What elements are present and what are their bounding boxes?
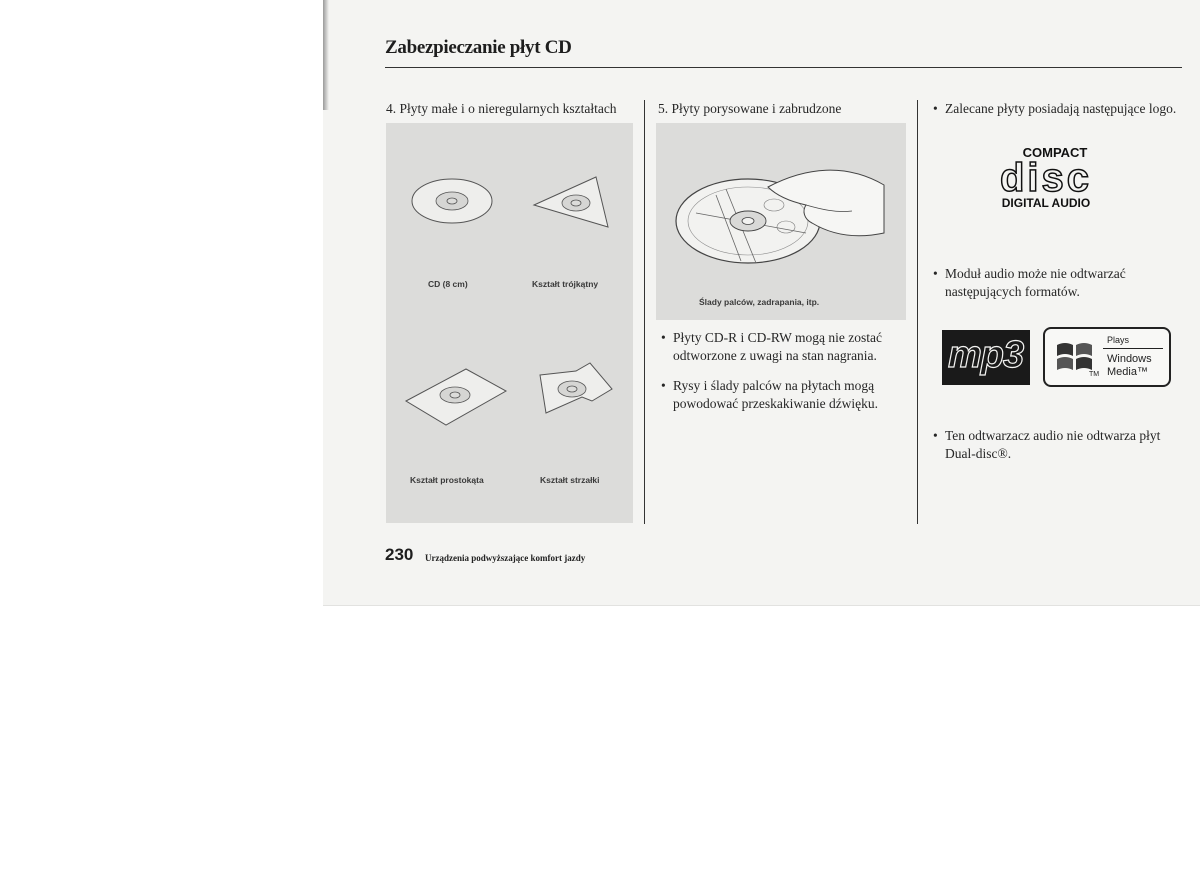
col2-bullet-2: • Rysy i ślady palców na płytach mogą powodować przeskakiwanie dźwięku. [661,378,879,411]
title-rule [385,67,1182,68]
caption-triangle: Kształt trójkątny [532,279,599,289]
compact-disc-logo-middle: disc [999,156,1093,200]
arrow-disc-drawing [540,363,612,413]
caption-rectangle: Kształt prostokąta [410,475,484,485]
wm-logo-windows: Windows [1107,353,1152,365]
compact-disc-logo-bottom: DIGITAL AUDIO [1001,196,1091,210]
odd-shaped-discs-illustration [386,123,633,523]
caption-fingerprints: Ślady palców, zadrapania, itp. [699,297,820,307]
col3-bullet-3: • Ten odtwarzacz audio nie odtwarza płyt Dual-disc®. [933,428,1161,461]
wm-logo-media: Media™ [1107,366,1148,378]
caption-arrow: Kształt strzałki [540,475,600,485]
rectangle-disc-drawing [406,369,506,425]
wm-logo-plays: Plays [1107,335,1130,345]
wm-logo-tm: TM [1089,371,1100,378]
col2-bullet-1: • Płyty CD-R i CD-RW mogą nie zostać odtworzone z uwagi na stan nagrania. [661,330,882,363]
column-divider-1 [644,100,645,524]
caption-cd-8cm: CD (8 cm) [428,279,468,289]
compact-disc-logo-top: COMPACT [1022,145,1088,160]
triangle-disc-drawing [534,177,608,227]
compact-disc-logo [993,146,1099,216]
mp3-logo-text: mp3 [948,334,1024,376]
page-number: 230 [385,545,414,564]
col1-heading: 4. Płyty małe i o nieregularnych kształtach [386,101,617,116]
page-spine-shadow [323,0,329,110]
col3-bullet-1: • Zalecane płyty posiadają następujące logo. [933,101,1177,116]
scratched-disc-illustration [656,123,906,320]
windows-flag-icon [1055,339,1095,375]
windows-media-logo [1043,327,1171,387]
scratched-disc-panel [656,123,906,320]
mp3-logo [942,330,1030,385]
page-footer: Urządzenia podwyższające komfort jazdy [425,553,586,563]
shapes-illustration-panel [386,123,633,523]
page-title: Zabezpieczanie płyt CD [385,37,572,58]
column-divider-2 [917,100,918,524]
wm-logo-divider [1103,348,1163,349]
cd-8cm-drawing [412,179,492,223]
col3-bullet-2: • Moduł audio może nie odtwarzać następujących formatów. [933,266,1126,299]
col2-heading: 5. Płyty porysowane i zabrudzone [658,101,842,116]
